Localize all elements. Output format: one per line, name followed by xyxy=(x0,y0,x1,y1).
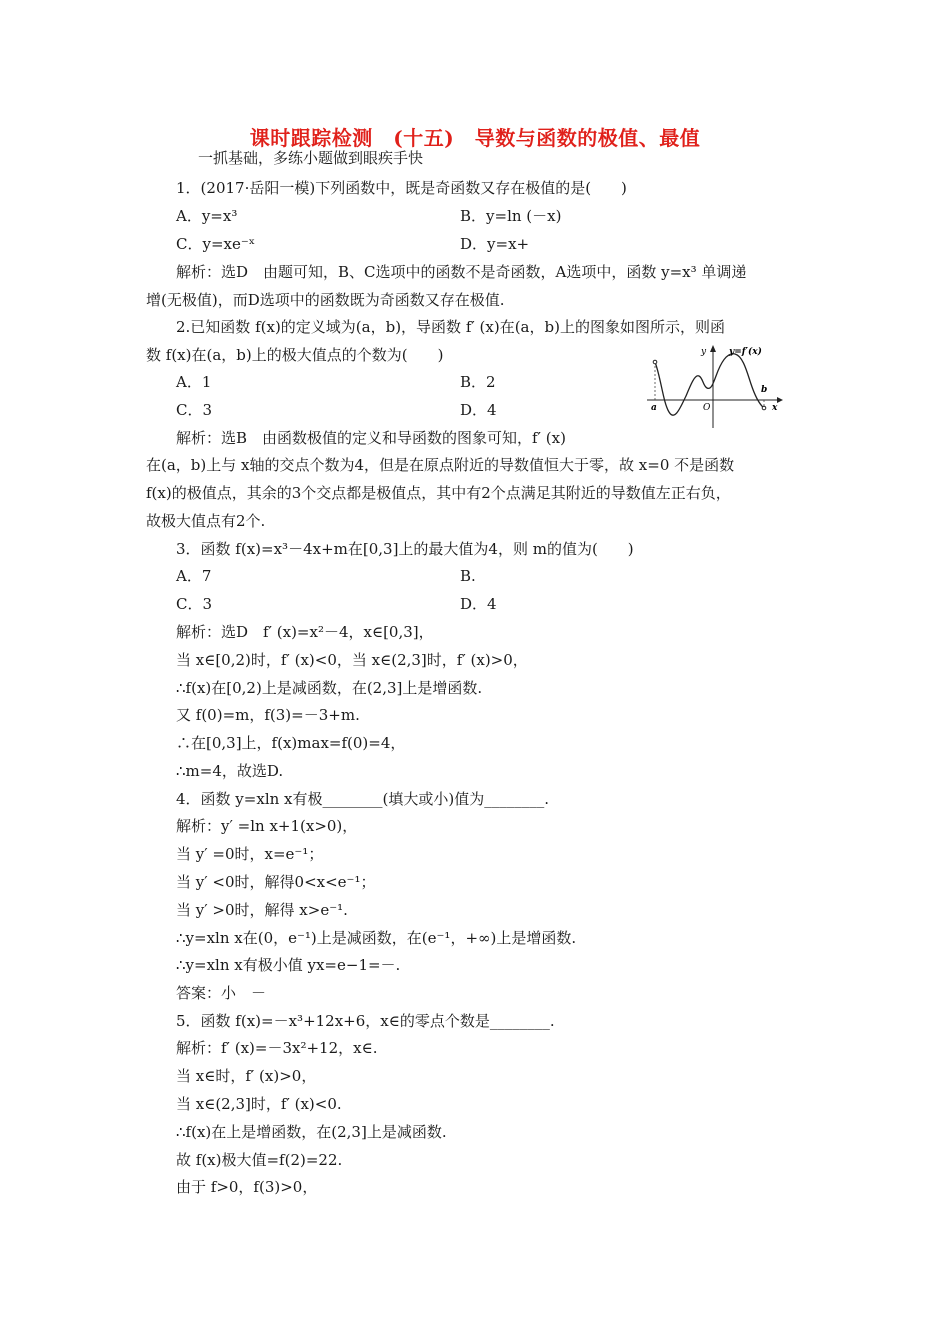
q2-option-c: C．3 xyxy=(176,401,213,419)
q3-option-b: B. xyxy=(460,567,476,585)
solution-2-line: 在(a，b)上与 x轴的交点个数为4，但是在原点附近的导数值恒大于零，故 x=0 不是函数 xyxy=(146,456,735,474)
solution-4-line: ∴y=xln x在(0，e⁻¹)上是减函数，在(e⁻¹，+∞)上是增函数. xyxy=(176,929,577,947)
x-label: x xyxy=(772,403,778,413)
b-label: b xyxy=(761,385,768,395)
solution-5-line: 当 x∈(2,3]时，f′ (x)<0. xyxy=(176,1095,342,1113)
question-5: 5．函数 f(x)=－x³+12x+6，x∈的零点个数是________. xyxy=(176,1012,555,1030)
question-2-cont: 数 f(x)在(a，b)上的极大值点的个数为( ) xyxy=(146,346,444,364)
solution-1-line: 解析：选D 由题可知，B、C选项中的函数不是奇函数，A选项中，函数 y=x³ 单调递 xyxy=(176,263,747,281)
solution-5-line: 解析：f′ (x)=－3x²+12，x∈. xyxy=(176,1039,378,1057)
q1-option-a: A．y=x³ xyxy=(176,207,238,225)
q1-option-c: C．y=xe⁻ˣ xyxy=(176,235,256,253)
solution-2-line: f(x)的极值点，其余的3个交点都是极值点，其中有2个点满足其附近的导数值左正右负， xyxy=(146,484,731,502)
solution-4-line: ∴y=xln x有极小值 yx=e−1=－. xyxy=(176,956,401,974)
q3-option-c: C．3 xyxy=(176,595,213,613)
q1-option-d: D．y=x+ xyxy=(460,235,530,253)
q3-option-d: D．4 xyxy=(460,595,497,613)
y-axis-arrow xyxy=(710,345,716,352)
solution-3-line: 解析：选D f′ (x)=x²－4，x∈[0,3]， xyxy=(176,623,434,641)
q2-option-d: D．4 xyxy=(460,401,497,419)
question-3: 3．函数 f(x)=x³－4x+m在[0,3]上的最大值为4，则 m的值为( ) xyxy=(176,540,634,558)
solution-5-line: 由于 f>0，f(3)>0， xyxy=(176,1178,318,1196)
open-endpoint-a xyxy=(653,360,657,364)
solution-2-line: 故极大值点有2个. xyxy=(146,512,266,530)
q2-option-a: A．1 xyxy=(176,373,212,391)
subtitle: 一抓基础，多练小题做到眼疾手快 xyxy=(198,149,424,167)
solution-3-line: 又 f(0)=m，f(3)=－3+m. xyxy=(176,706,360,724)
curve-label: y=f′(x) xyxy=(729,347,762,357)
solution-5-line: 当 x∈时，f′ (x)>0， xyxy=(176,1067,317,1085)
solution-4-line: 当 y′ >0时，解得 x>e⁻¹. xyxy=(176,901,348,919)
q1-option-b: B．y=ln (－x) xyxy=(460,207,562,225)
page-title: 课时跟踪检测 (十五) 导数与函数的极值、最值 xyxy=(249,126,701,150)
answer-4: 答案：小 － xyxy=(176,984,267,1002)
x-axis-arrow xyxy=(777,397,783,403)
solution-4-line: 当 y′ =0时，x=e⁻¹； xyxy=(176,845,324,863)
open-endpoint-b xyxy=(762,406,766,410)
solution-4-line: 当 y′ <0时，解得0<x<e⁻¹； xyxy=(176,873,376,891)
solution-2-line: 解析：选B 由函数极值的定义和导函数的图象可知，f′ (x) xyxy=(176,429,566,447)
solution-3-line: ∴f(x)在[0,2)上是减函数，在(2,3]上是增函数. xyxy=(176,679,483,697)
question-2: 2.已知函数 f(x)的定义域为(a，b)，导函数 f′ (x)在(a，b)上的图象如图所示，则函 xyxy=(176,318,725,336)
question-1: 1．(2017·岳阳一模)下列函数中，既是奇函数又存在极值的是( ) xyxy=(176,179,627,197)
solution-3-line: 当 x∈[0,2)时，f′ (x)<0，当 x∈(2,3]时，f′ (x)>0， xyxy=(176,651,528,669)
origin-label: O xyxy=(703,403,711,413)
solution-4-line: 解析：y′ =ln x+1(x>0)， xyxy=(176,817,358,835)
solution-5-line: 故 f(x)极大值=f(2)=22. xyxy=(176,1151,343,1169)
a-label: a xyxy=(651,403,657,413)
y-label: y xyxy=(701,347,707,357)
solution-1-line: 增(无极值)，而D选项中的函数既为奇函数又存在极值. xyxy=(146,291,505,309)
q2-option-b: B．2 xyxy=(460,373,496,391)
derivative-graph xyxy=(643,342,783,430)
question-4: 4．函数 y=xln x有极________(填大或小)值为________. xyxy=(176,790,549,808)
q3-option-a: A．7 xyxy=(176,567,212,585)
solution-5-line: ∴f(x)在上是增函数，在(2,3]上是减函数. xyxy=(176,1123,447,1141)
solution-3-line: ∴m=4，故选D. xyxy=(176,762,284,780)
solution-3-line: ∴在[0,3]上，f(x)max=f(0)=4， xyxy=(176,734,406,752)
